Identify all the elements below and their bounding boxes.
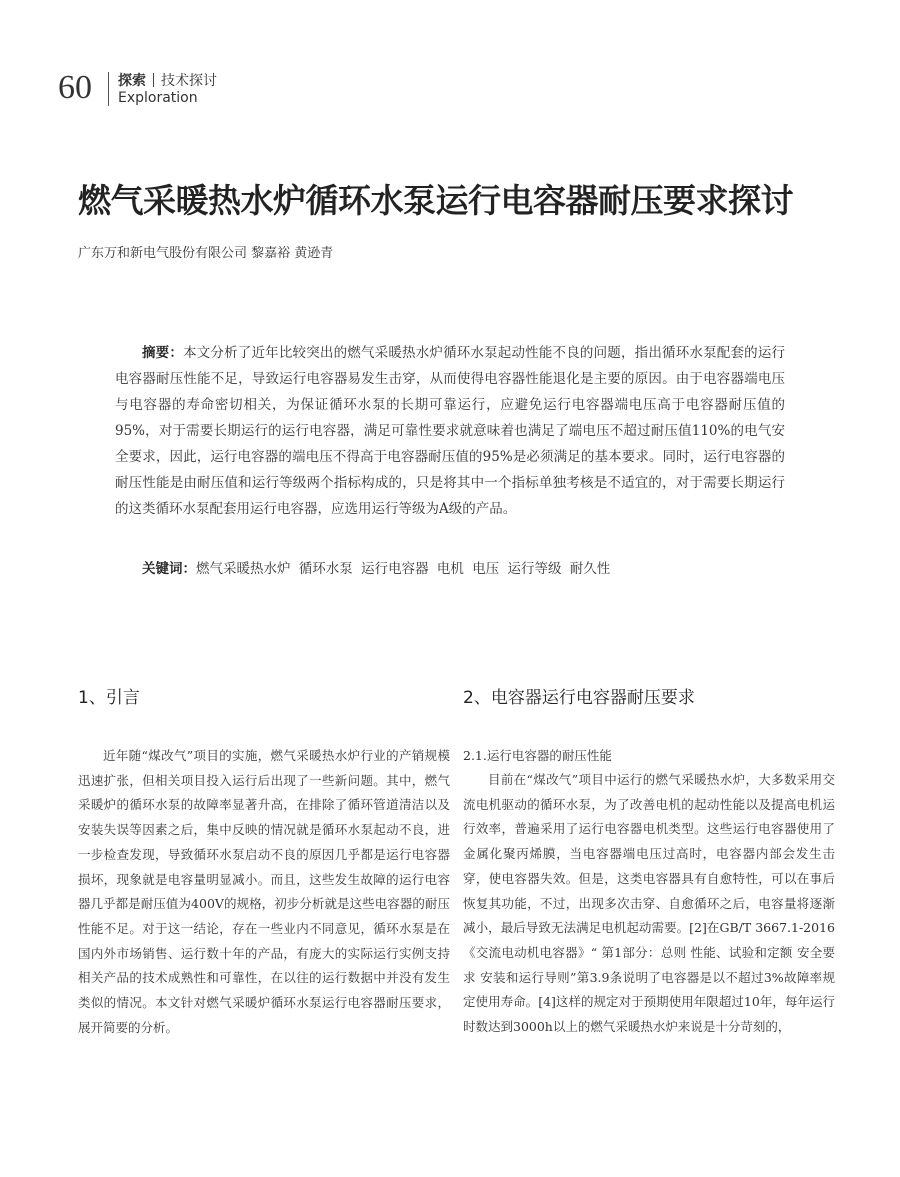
keywords-label: 关键词： [142,561,196,577]
page-number: 60 [58,69,92,106]
abstract [115,340,785,522]
article-authors: 广东万和新电气股份有限公司 黎嘉裕 黄逊青 [78,246,334,261]
abstract-paragraph [115,340,785,522]
keyword: 电机 [436,561,464,577]
section-label-zh [118,70,217,90]
section-label-en: Exploration [118,90,198,106]
section-2-heading: 2、电容器运行电容器耐压要求 [463,688,695,708]
article-title: 燃气采暖热水炉循环水泵运行电容器耐压要求探讨 [78,181,793,220]
keywords [115,557,785,581]
section-2-paragraph: 目前在“煤改气”项目中运行的燃气采暖热水炉，大多数采用交流电机驱动的循环水泵，为了改善电机的起动性能以及提高电机运行效率，普遍采用了运行电容器电机类型。这些运行电容器使用了金属化聚丙烯膜，当电容器端电压过高时，电容器内部会发生击穿，使电容器失效。但是，这类电容器具有自愈特性，可以在事后恢复其功能，不过，出现多次击穿、自愈循环之后，电容量将逐渐减小，最后导致无法满足电机起动需要。[2]在GB/T 3667.1-2016《交流电动机电容器》“ 第1部分：总则 性能、试验和定额 安全要求 安装和运行导则”第3.9条说明了电容器是以不超过3%故障率规定使用寿命。[4]这样的规定对于预期使用年限超过10年，每年运行时数达到3000h以上的燃气采暖热水炉来说是十分苛刻的， [463,772,835,1035]
keyword: 耐久性 [569,561,611,577]
section-1-paragraph: 近年随“煤改气”项目的实施，燃气采暖热水炉行业的产销规模迅速扩张，但相关项目投入运行后出现了一些新问题。其中，燃气采暖炉的循环水泵的故障率显著升高，在排除了循环管道清洁以及安装失误等因素之后，集中反映的情况就是循环水泵起动不良，进一步检查发现，导致循环水泵启动不良的原因几乎都是运行电容器损坏，现象就是电容量明显减小。而且，这些发生故障的运行电容器几乎都是耐压值为400V的规格，初步分析就是这些电容器的耐压性能不足。对于这一结论，存在一些业内不同意见，循环水泵是在国内外市场销售、运行数十年的产品，有庞大的实际运行实例支持相关产品的技术成熟性和可靠性，在以往的运行数据中并没有发生类似的情况。本文针对燃气采暖炉循环水泵运行电容器耐压要求，展开简要的分析。 [78,748,450,1035]
section-separator [153,73,154,87]
abstract-text: 本文分析了近年比较突出的燃气采暖热水炉循环水泵起动性能不良的问题，指出循环水泵配套的运行电容器耐压性能不足，导致运行电容器易发生击穿，从而使得电容器性能退化是主要的原因。由于电容器端电压与电容器的寿命密切相关，为保证循环水泵的长期可靠运行，应避免运行电容器端电压高于电容器耐压值的95%，对于需要长期运行的运行电容器，满足可靠性要求就意味着也满足了端电压不超过耐压值110%的电气安全要求，因此，运行电容器的端电压不得高于电容器耐压值的95%是必须满足的基本要求。同时，运行电容器的耐压性能是由耐压值和运行等级两个指标构成的，只是将其中一个指标单独考核是不适宜的，对于需要长期运行的这类循环水泵配套用运行电容器，应选用运行等级为A级的产品。 [115,345,786,517]
section-1-heading: 1、引言 [78,688,140,708]
keyword: 电压 [472,561,500,577]
header-divider [108,72,109,106]
keyword: 运行电容器 [361,561,429,577]
keyword: 燃气采暖热水炉 [196,561,291,577]
column-right [463,684,835,1040]
keyword: 循环水泵 [298,561,353,577]
section-2-1-subheading: 2.1.运行电容器的耐压性能 [463,748,612,763]
abstract-label: 摘要： [142,345,184,361]
section-subname: 技术探讨 [161,73,217,89]
section-name: 探索 [118,73,146,89]
column-left [78,684,450,1040]
keyword: 运行等级 [507,561,562,577]
